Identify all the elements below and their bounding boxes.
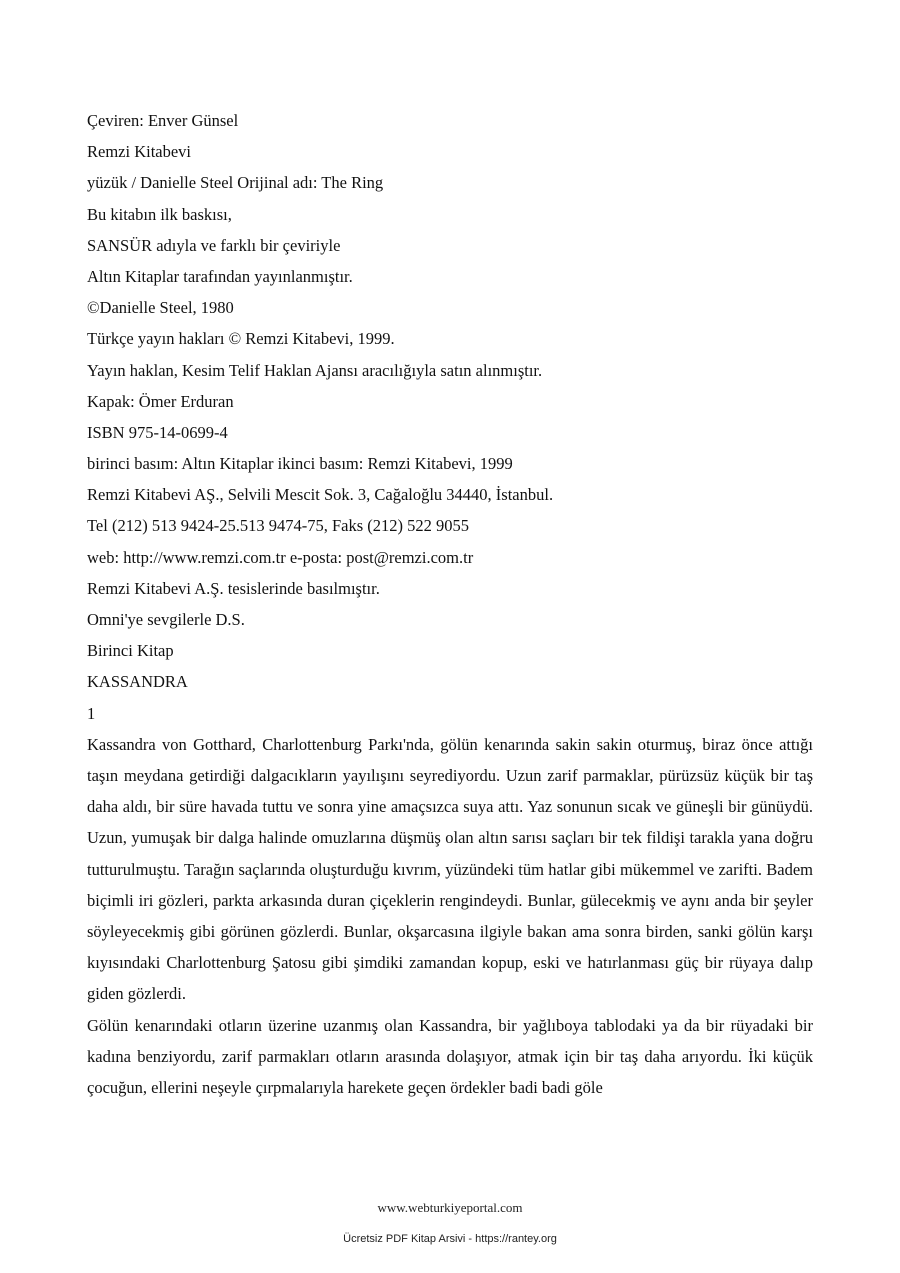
editions-line: birinci basım: Altın Kitaplar ikinci basım: Remzi Kitabevi, 1999 <box>87 454 513 474</box>
first-edition-line: Bu kitabın ilk baskısı, <box>87 204 232 224</box>
web-email-line: web: http://www.remzi.com.tr e-posta: post@remzi.com.tr <box>87 547 474 567</box>
earlier-title-line: SANSÜR adıyla ve farklı bir çeviriyle <box>87 235 341 255</box>
title-original-line: yüzük / Danielle Steel Orijinal adı: The Ring <box>87 173 384 193</box>
chapter-number: 1 <box>87 703 96 723</box>
isbn-line: ISBN 975-14-0699-4 <box>87 422 228 442</box>
footer-archive-note: Ücretsiz PDF Kitap Arsivi - https://rantey.org <box>343 1233 557 1245</box>
book-label: Birinci Kitap <box>87 641 174 661</box>
address-line: Remzi Kitabevi AŞ., Selvili Mescit Sok. 3, Cağaloğlu 34440, İstanbul. <box>87 485 554 505</box>
earlier-publisher-line: Altın Kitaplar tarafından yayınlanmıştır. <box>87 266 353 286</box>
part-title: KASSANDRA <box>87 672 188 692</box>
body-paragraph: Kassandra von Gotthard, Charlottenburg Parkı'nda, gölün kenarında sakin sakin oturmuş, biraz önce attığı taşın meydana getirdiği dalgacıkların yayılışını seyrediyordu. Uzun zarif parmaklar, pürüzsüz küçük bir taş daha aldı, bir süre havada tuttu ve sonra yine amaçsızca suya attı. Yaz sonunun sıcak ve güneşli bir günüydü. Uzun, yumuşak bir dalga halinde omuzlarına düşmüş olan altın sarısı saçları bir tek fildişi tarakla yana doğru tutturulmuştu. Tarağın saçlarında oluşturduğu kıvrım, yüzündeki tüm hatlar gibi mükemmel ve zarifti. Badem biçimli iri gözleri, parkta arkasında duran çiçeklerin rengindeydi. Bunlar, gülecekmiş ve aynı anda bir şeyler söyleyecekmiş gibi görünen gözlerdi. Bunlar, okşarcasına ilgiyle bakan ama sonra birden, sanki gölün karşı kıyısındaki Charlottenburg Şatosu gibi şimdiki zamandan kopup, eski ve hatırlanması güç bir rüyaya dalıp giden gözlerdi. <box>87 734 813 1004</box>
footer-website: www.webturkiyeportal.com <box>377 1200 523 1215</box>
dedication-line: Omni'ye sevgilerle D.S. <box>87 610 245 629</box>
translator-line: Çeviren: Enver Günsel <box>87 111 239 130</box>
body-paragraph: Gölün kenarındaki otların üzerine uzanmış olan Kassandra, bir yağlıboya tablodaki ya da bir rüyadaki bir kadına benziyordu, zarif parmakları otların arasında dolaşıyor, atmak için bir taş daha arıyordu. İki küçük çocuğun, ellerini neşeyle çırpmalarıyla harekete geçen ördekler badi badi göle <box>87 1015 813 1097</box>
rights-agency-line: Yayın haklan, Kesim Telif Haklan Ajansı aracılığıyla satın alınmıştır. <box>87 360 543 380</box>
phone-line: Tel (212) 513 9424-25.513 9474-75, Faks (212) 522 9055 <box>87 516 469 536</box>
turkish-rights-line: Türkçe yayın hakları © Remzi Kitabevi, 1999. <box>87 329 395 349</box>
printing-line: Remzi Kitabevi A.Ş. tesislerinde basılmıştır. <box>87 578 380 598</box>
document-page <box>87 105 813 1103</box>
cover-credit-line: Kapak: Ömer Erduran <box>87 391 234 411</box>
publisher-line: Remzi Kitabevi <box>87 142 192 162</box>
copyright-line: ©Danielle Steel, 1980 <box>87 298 234 318</box>
